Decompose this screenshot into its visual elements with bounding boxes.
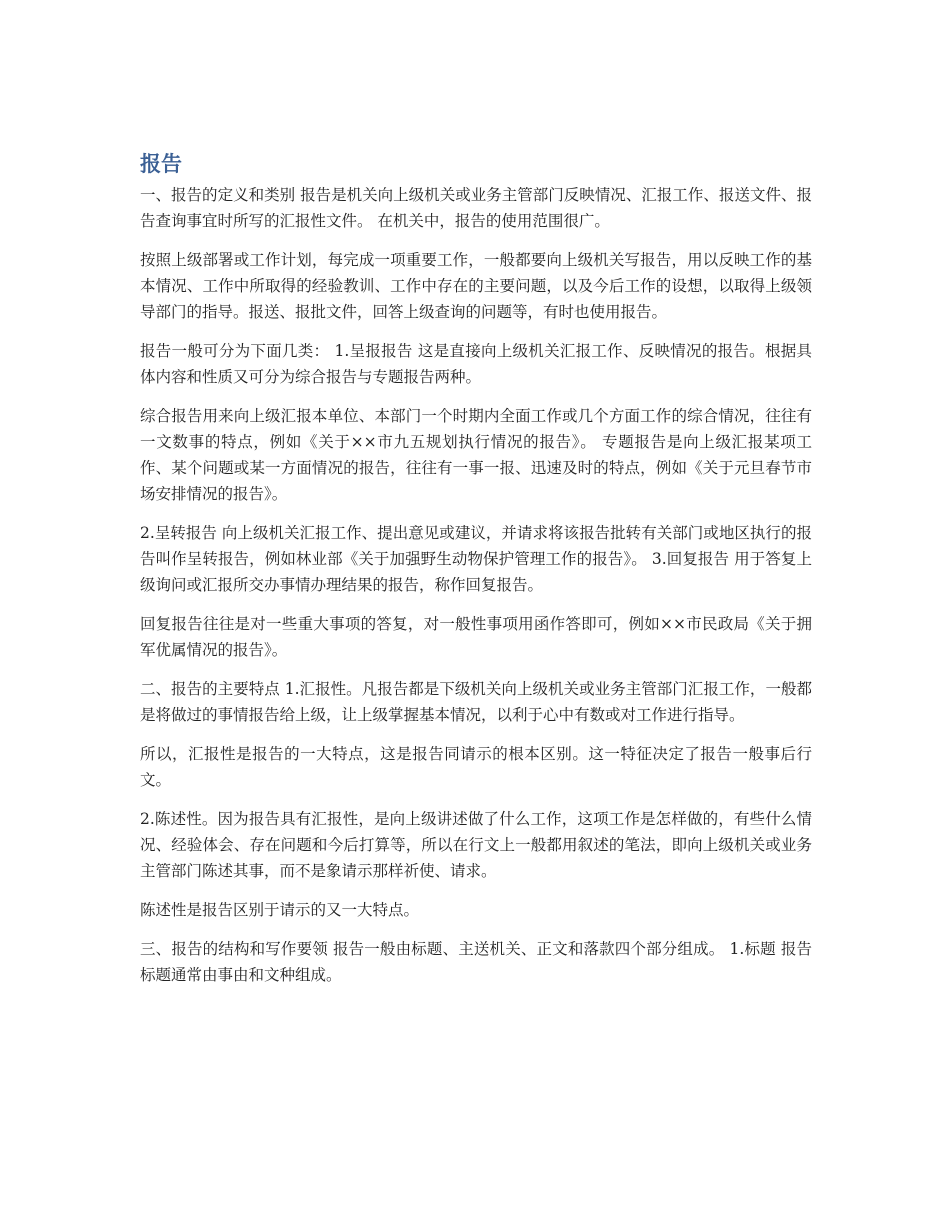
- paragraph-structure: 三、报告的结构和写作要领 报告一般由标题、主送机关、正文和落款四个部分组成。 1.标题 报告标题通常由事由和文种组成。: [140, 940, 812, 984]
- paragraph-forwarding-report: 2.呈转报告 向上级机关汇报工作、提出意见或建议，并请求将该报告批转有关部门或地区执行的报告叫作呈转报告，例如林业部《关于加强野生动物保护管理工作的报告》。 3.回复报告 用于答复上级询问或汇报所交办事情办理结果的报告，称作回复报告。: [140, 524, 812, 594]
- paragraph-definition: 一、报告的定义和类别 报告是机关向上级机关或业务主管部门反映情况、汇报工作、报送文件、报告查询事宜时所写的汇报性文件。 在机关中，报告的使用范围很广。: [140, 186, 812, 230]
- paragraph-reply-report: 回复报告往往是对一些重大事项的答复，对一般性事项用函作答即可，例如××市民政局《关于拥军优属情况的报告》。: [140, 615, 812, 659]
- paragraph-narrative-distinction: 陈述性是报告区别于请示的又一大特点。: [140, 901, 420, 919]
- paragraph-narrative-nature: 2.陈述性。因为报告具有汇报性，是向上级讲述做了什么工作，这项工作是怎样做的，有些什么情况、经验体会、存在问题和今后打算等，所以在行文上一般都用叙述的笔法，即向上级机关或业务主管部门陈述其事，而不是象请示那样祈使、请求。: [140, 810, 812, 880]
- paragraph-usage: 按照上级部署或工作计划，每完成一项重要工作，一般都要向上级机关写报告，用以反映工作的基本情况、工作中所取得的经验教训、工作中存在的主要问题，以及今后工作的设想，以取得上级领导部门的指导。报送、报批文件，回答上级查询的问题等，有时也使用报告。: [140, 251, 812, 321]
- paragraph-comprehensive-report: 综合报告用来向上级汇报本单位、本部门一个时期内全面工作或几个方面工作的综合情况，往往有一文数事的特点，例如《关于××市九五规划执行情况的报告》。 专题报告是向上级汇报某项工作、某个问题或某一方面情况的报告，往往有一事一报、迅速及时的特点，例如《关于元旦春节市场安排情况的报告》。: [140, 407, 812, 503]
- document-page: [140, 150, 812, 1001]
- document-title: 报告: [140, 152, 182, 176]
- paragraph-features: 二、报告的主要特点 1.汇报性。凡报告都是下级机关向上级机关或业务主管部门汇报工作，一般都是将做过的事情报告给上级，让上级掌握基本情况，以利于心中有数或对工作进行指导。: [140, 680, 812, 724]
- paragraph-categories: 报告一般可分为下面几类： 1.呈报报告 这是直接向上级机关汇报工作、反映情况的报告。根据具体内容和性质又可分为综合报告与专题报告两种。: [140, 342, 812, 386]
- paragraph-reporting-nature: 所以，汇报性是报告的一大特点，这是报告同请示的根本区别。这一特征决定了报告一般事后行文。: [140, 745, 812, 789]
